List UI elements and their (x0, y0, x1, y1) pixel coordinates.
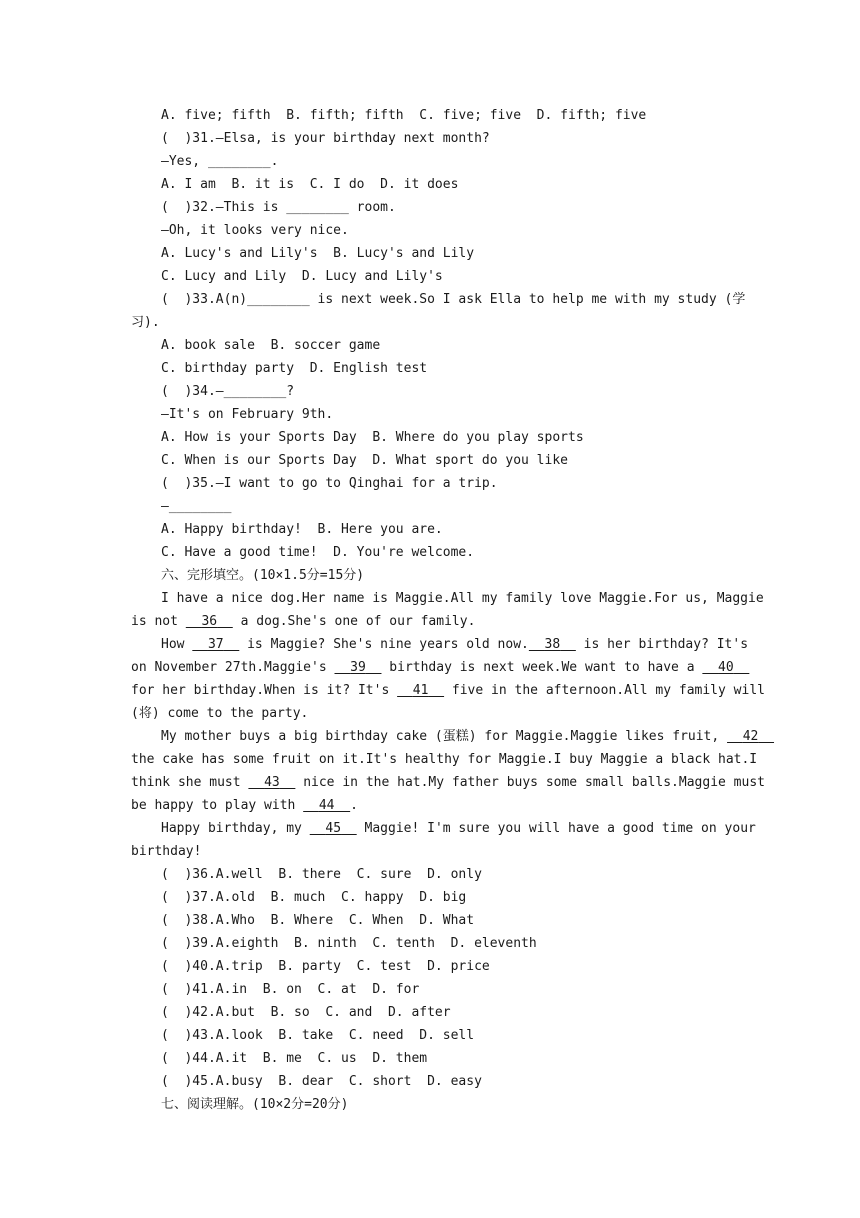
passage-line: think she must 43 nice in the hat.My father buys some small balls.Maggie must (131, 773, 731, 793)
q30-options: A. five; fifth B. fifth; fifth C. five; five D. fifth; five (161, 108, 647, 123)
section-seven-heading: 七、阅读理解。(10×2分=20分) (161, 1097, 349, 1112)
q34-reply: —It's on February 9th. (161, 407, 334, 422)
q32-options-cd: C. Lucy and Lily D. Lucy and Lily's (161, 269, 443, 284)
q32-reply: —Oh, it looks very nice. (161, 223, 349, 238)
passage-line: the cake has some fruit on it.It's healthy for Maggie.I buy Maggie a black hat.I (131, 752, 758, 767)
q34-options-cd: C. When is our Sports Day D. What sport do you like (161, 453, 568, 468)
passage-line: is not 36 a dog.She's one of our family. (131, 612, 731, 632)
q33-options-cd: C. birthday party D. English test (161, 361, 428, 376)
passage-line: be happy to play with 44 . (131, 796, 731, 816)
q33-stem: ( )33.A(n)________ is next week.So I ask Ella to help me with my study (学 (161, 292, 746, 307)
passage-line: How 37 is Maggie? She's nine years old now. 38 is her birthday? It's (161, 635, 731, 655)
q35-options-cd: C. Have a good time! D. You're welcome. (161, 545, 475, 560)
q33-options-ab: A. book sale B. soccer game (161, 338, 381, 353)
section-six-heading: 六、完形填空。(10×1.5分=15分) (161, 568, 365, 583)
q35-stem: ( )35.—I want to go to Qinghai for a trip. (161, 476, 498, 491)
blank-36: 36 (201, 614, 218, 629)
q43-options: ( )43.A.look B. take C. need D. sell (161, 1028, 475, 1043)
passage-line: Happy birthday, my 45 Maggie! I'm sure you will have a good time on your (161, 819, 731, 839)
q45-options: ( )45.A.busy B. dear C. short D. easy (161, 1074, 482, 1089)
passage-line: I have a nice dog.Her name is Maggie.All my family love Maggie.For us, Maggie (161, 591, 764, 606)
passage-line: birthday! (131, 844, 202, 859)
q32-options-ab: A. Lucy's and Lily's B. Lucy's and Lily (161, 246, 475, 261)
q42-options: ( )42.A.but B. so C. and D. after (161, 1005, 451, 1020)
blank-38: 38 (544, 637, 561, 652)
q38-options: ( )38.A.Who B. Where C. When D. What (161, 913, 475, 928)
q35-options-ab: A. Happy birthday! B. Here you are. (161, 522, 443, 537)
q36-options: ( )36.A.well B. there C. sure D. only (161, 867, 482, 882)
q31-reply: —Yes, ________. (161, 154, 279, 169)
q32-stem: ( )32.—This is ________ room. (161, 200, 396, 215)
q31-options: A. I am B. it is C. I do D. it does (161, 177, 459, 192)
q41-options: ( )41.A.in B. on C. at D. for (161, 982, 420, 997)
q39-options: ( )39.A.eighth B. ninth C. tenth D. eleventh (161, 936, 537, 951)
blank-42: 42 (742, 729, 759, 744)
blank-41: 41 (412, 683, 429, 698)
blank-43: 43 (264, 775, 280, 790)
passage-line: for her birthday.When is it? It's 41 five in the afternoon.All my family will (131, 681, 731, 701)
q34-options-ab: A. How is your Sports Day B. Where do you play sports (161, 430, 584, 445)
passage-line: (将) come to the party. (131, 706, 309, 721)
q37-options: ( )37.A.old B. much C. happy D. big (161, 890, 467, 905)
blank-37: 37 (207, 637, 224, 652)
q31-stem: ( )31.—Elsa, is your birthday next month? (161, 131, 490, 146)
blank-39: 39 (350, 660, 366, 675)
q33-stem-cont: 习). (131, 315, 160, 330)
blank-45: 45 (325, 821, 342, 836)
q40-options: ( )40.A.trip B. party C. test D. price (161, 959, 490, 974)
q44-options: ( )44.A.it B. me C. us D. them (161, 1051, 428, 1066)
blank-44: 44 (318, 798, 335, 813)
q35-reply: —________ (161, 499, 232, 514)
q34-stem: ( )34.—________? (161, 384, 295, 399)
blank-40: 40 (718, 660, 734, 675)
passage-line: on November 27th.Maggie's 39 birthday is next week.We want to have a 40 (131, 658, 731, 678)
passage-line: My mother buys a big birthday cake (蛋糕) for Maggie.Maggie likes fruit, 42 (161, 727, 731, 747)
